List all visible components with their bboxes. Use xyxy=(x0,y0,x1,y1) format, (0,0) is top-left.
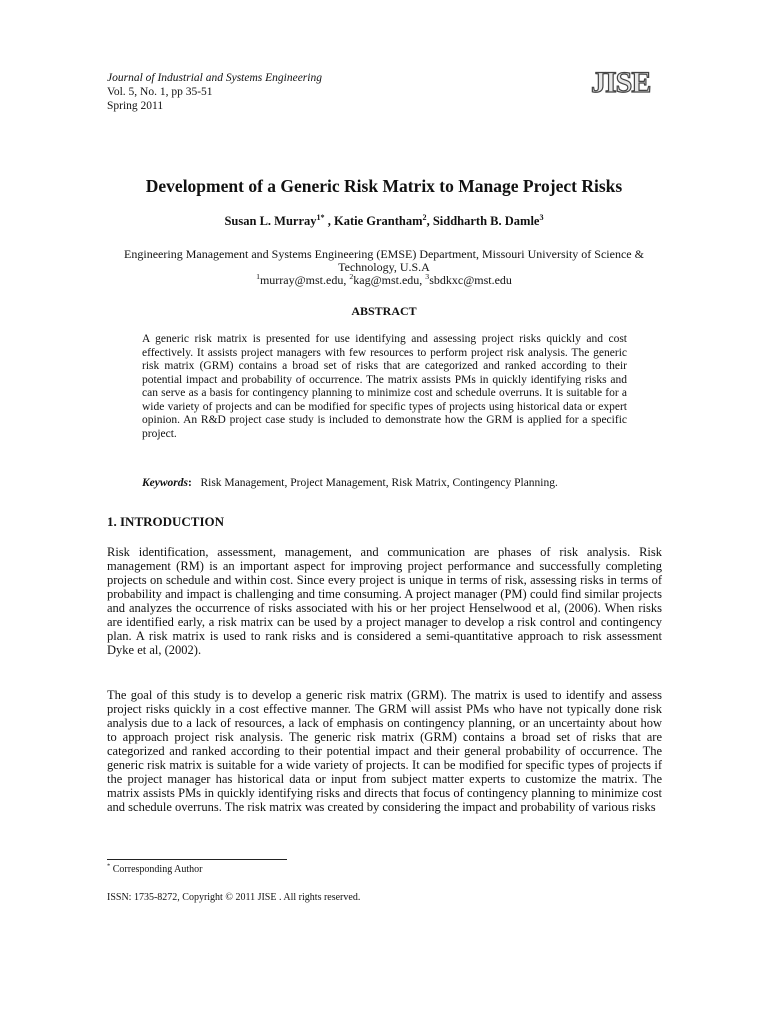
body-paragraph: Risk identification, assessment, management, and communication are phases of risk analysis. Risk management (RM) is an important aspect for improving project performance and successfully completing projects on schedule and within cost. Since every project is unique in terms of risk, assessing risks in terms of probability and impact is challenging and time consuming. A project manager (PM) could find similar projects and analyzes the occurrence of risks associated with his or her project Henselwood et al, (2006). When risks are identified early, a risk matrix can be used by a project manager to develop a risk control and contingency plan. A risk matrix is used to rank risks and is considered a semi-quantitative approach to risk assessment Dyke et al, (2002). xyxy=(107,545,662,657)
author-mark: 3 xyxy=(539,212,544,222)
journal-season: Spring 2011 xyxy=(107,100,164,112)
email-mark: 2 xyxy=(349,272,354,281)
journal-header xyxy=(107,71,322,113)
keywords-label: Keywords xyxy=(142,477,188,489)
jise-logo xyxy=(591,67,665,99)
body-paragraph: The goal of this study is to develop a generic risk matrix (GRM). The matrix is used to identify and assess project risks quickly in a cost effective manner. The GRM will assist PMs who have not typically done risk analysis due to a lack of resources, a lack of emphasis on contingency planning, or an uncertainty about how to approach project risk analysis. The generic risk matrix (GRM) contains a broad set of risks that are categorized and ranked according to their potential impact and their general probability of occurrence. The generic risk matrix is suitable for a wide variety of projects. It can be modified for specific types of projects if the project manager has historical data or input from subject matter experts to customize the matrix. The matrix assists PMs in quickly identifying risks and directs that focus of contingency planning to minimize cost and schedule overruns. The risk matrix was created by considering the impact and probability of various risks xyxy=(107,688,662,814)
author-name: Katie Grantham xyxy=(333,214,423,228)
author-email: murray@mst.edu xyxy=(259,273,344,287)
copyright-footer: ISSN: 1735-8272, Copyright © 2011 JISE . All rights reserved. xyxy=(107,892,361,903)
email-mark: 1 xyxy=(256,272,260,281)
affiliation-line: Technology, U.S.A xyxy=(338,260,430,274)
author-email: kag@mst.edu xyxy=(353,273,420,287)
author-list: Susan L. Murray$^{1*}$ , Katie Grantham$^2$, Siddharth B. Damle$^3$ xyxy=(224,212,544,228)
section-heading-introduction: 1. INTRODUCTION xyxy=(107,514,225,529)
author-name: Susan L. Murray xyxy=(224,214,317,228)
footnote-divider xyxy=(107,859,287,860)
footnote-text: Corresponding Author xyxy=(112,864,203,875)
paper-title: Development of a Generic Risk Matrix to Manage Project Risks xyxy=(145,176,623,196)
author-emails: $^1$murray@mst.edu, $^2$kag@mst.edu, $^3$sbdkxc@mst.edu xyxy=(256,272,512,287)
author-name: Siddharth B. Damle xyxy=(432,214,540,228)
footnote-mark: * xyxy=(107,862,111,870)
abstract-heading: ABSTRACT xyxy=(351,304,417,318)
keywords-text: Risk Management, Project Management, Risk Matrix, Contingency Planning. xyxy=(200,477,558,489)
jise-logo-text: JISE xyxy=(591,66,651,99)
author-mark: 1* xyxy=(316,212,325,222)
abstract-body: A generic risk matrix is presented for use identifying and assessing project risks quickly and cost effectively. It assists project managers with few resources to perform project risk analysis. The generic risk matrix (GRM) contains a broad set of risks that are categorized and ranked according to their potential impact and probability of occurrence. The matrix assists PMs in quickly identifying risks and can serve as a basis for contingency planning to minimize cost and schedule overruns. It is suitable for a wide variety of projects and can be modified for specific types of projects using historical data or expert opinion. An R&D project case study is included to demonstrate how the GRM is applied for a specific project. xyxy=(142,333,627,440)
author-mark: 2 xyxy=(422,212,427,222)
affiliation-line: Engineering Management and Systems Engineering (EMSE) Department, Missouri University of Science & xyxy=(124,247,644,261)
keywords: Keywords: Risk Management, Project Management, Risk Matrix, Contingency Planning. xyxy=(142,477,558,489)
footnote xyxy=(107,864,202,875)
affiliation xyxy=(107,248,661,287)
email-mark: 3 xyxy=(425,272,430,281)
author-email: sbdkxc@mst.edu xyxy=(429,273,512,287)
journal-name: Journal of Industrial and Systems Engineering xyxy=(107,72,322,84)
journal-volume: Vol. 5, No. 1, pp 35-51 xyxy=(107,86,213,98)
